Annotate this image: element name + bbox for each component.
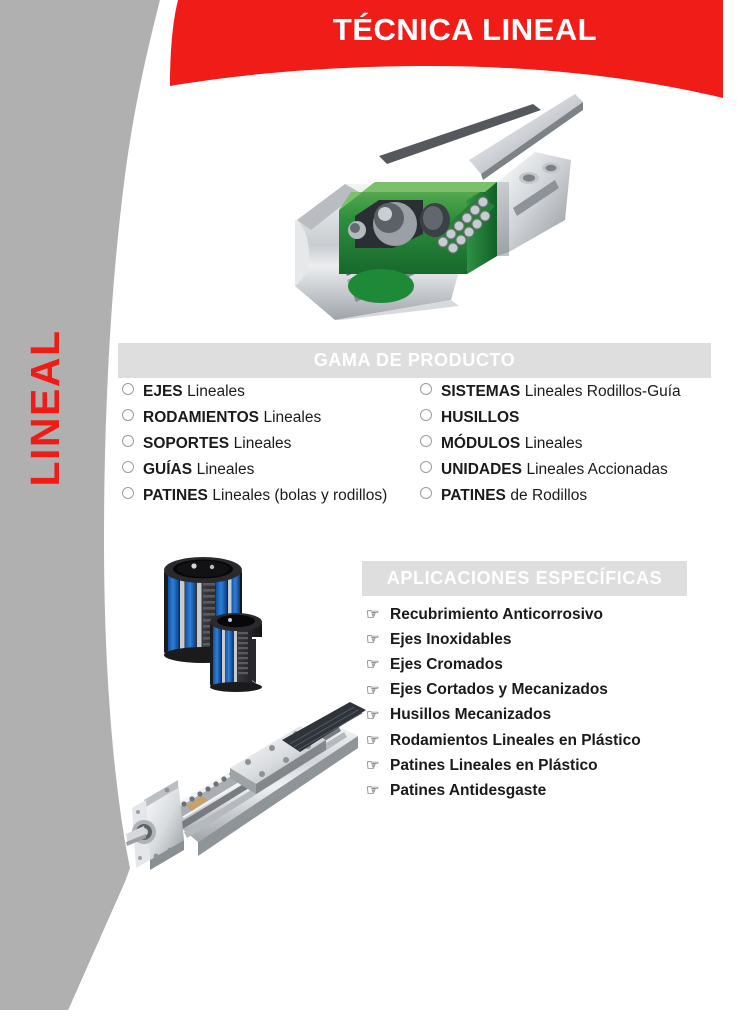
pointing-hand-icon: ☞ [366,732,380,750]
product-range-item-rest: Lineales [196,461,255,478]
application-item [366,753,696,778]
product-range-item-strong: SOPORTES [143,435,230,452]
application-item-label: Ejes Cromados [390,655,503,673]
product-range-item-strong: EJES [143,383,183,400]
hollow-circle-icon [420,409,432,421]
applications-list [366,602,696,804]
product-range-item-strong: SISTEMAS [441,383,521,400]
application-item-label: Ejes Cortados y Mecanizados [390,681,608,699]
product-range-item-rest: Lineales Accionadas [526,461,668,478]
application-item [366,678,696,703]
pointing-hand-icon: ☞ [366,631,380,649]
partner-logos [0,928,737,998]
product-range-item-strong: HUSILLOS [441,409,520,426]
product-range-item-strong: PATINES [441,487,506,504]
application-item-label: Ejes Inoxidables [390,630,512,648]
page-title: TÉCNICA LINEAL [332,12,598,47]
linear-guide-rail-image [283,88,583,320]
product-range-item [420,461,715,487]
pointing-hand-icon: ☞ [366,757,380,775]
hollow-circle-icon [122,409,134,421]
pointing-hand-icon: ☞ [366,681,380,699]
application-item-label: Patines Antidesgaste [390,781,547,799]
application-item-label: Recubrimiento Anticorrosivo [390,605,604,623]
product-range-item-rest: Lineales Rodillos-Guía [524,383,681,400]
product-range-item [420,409,715,435]
linear-ball-bearings-image [152,551,302,711]
product-range-item-strong: PATINES [143,487,208,504]
product-range-item [122,461,422,487]
product-range-item-rest: Lineales [524,435,583,452]
application-item-label: Rodamientos Lineales en Plástico [390,731,641,749]
applications-heading: APLICACIONES ESPECÍFICAS [362,561,687,596]
product-range-item-strong: MÓDULOS [441,435,521,452]
side-vertical-title: LINEAL [22,329,68,487]
product-range-item [122,487,422,513]
hollow-circle-icon [420,487,432,499]
application-item [366,728,696,753]
product-range-item-rest: de Rodillos [510,487,588,504]
hollow-circle-icon [420,383,432,395]
pointing-hand-icon: ☞ [366,782,380,800]
hollow-circle-icon [122,461,134,473]
hollow-circle-icon [420,435,432,447]
product-range-item [420,487,715,513]
product-range-item-rest: Lineales [263,409,322,426]
product-range-item-rest: Lineales [233,435,292,452]
product-range-item [122,435,422,461]
product-range-item-strong: RODAMIENTOS [143,409,259,426]
hollow-circle-icon [420,461,432,473]
product-range-item-strong: UNIDADES [441,461,522,478]
product-range-item [122,383,422,409]
application-item-label: Patines Lineales en Plástico [390,756,598,774]
product-range-item [122,409,422,435]
application-item-label: Husillos Mecanizados [390,706,552,724]
product-range-item [420,383,715,409]
hollow-circle-icon [122,435,134,447]
product-range-heading: GAMA DE PRODUCTO [118,343,711,378]
hollow-circle-icon [122,487,134,499]
pointing-hand-icon: ☞ [366,606,380,624]
application-item [366,703,696,728]
product-range-item-rest: Lineales (bolas y rodillos) [212,487,388,504]
pointing-hand-icon: ☞ [366,656,380,674]
product-range-item-rest: Lineales [187,383,245,400]
product-range-left-column [122,383,422,513]
application-item [366,652,696,677]
product-range-item-strong: GUÍAS [143,461,193,478]
application-item [366,627,696,652]
application-item [366,602,696,627]
hollow-circle-icon [122,383,134,395]
product-range-item [420,435,715,461]
product-range-right-column [420,383,715,513]
linear-actuator-module-image [122,700,367,875]
application-item [366,778,696,803]
pointing-hand-icon: ☞ [366,706,380,724]
